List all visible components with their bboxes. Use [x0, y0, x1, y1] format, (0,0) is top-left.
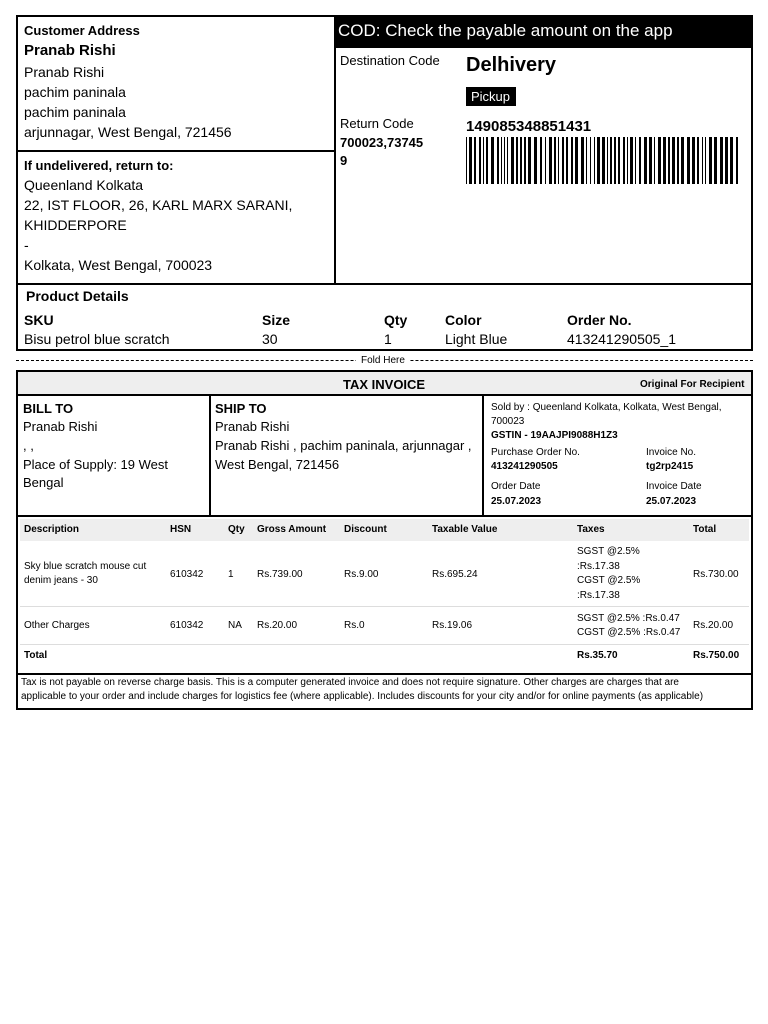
barcode-bar	[607, 137, 608, 184]
customer-address-line: pachim paninala	[24, 84, 126, 100]
cod-banner-text: COD: Check the payable amount on the app	[338, 21, 673, 40]
product-qty: 1	[384, 331, 392, 347]
barcode-bar	[618, 137, 620, 184]
invoice-note-cont: applicable to your order and include charges for logistics fee (where applicable). Includes discounts for your city and/or for online payments (as applicable)	[21, 691, 704, 702]
barcode-bar	[590, 137, 591, 184]
courier-name: Delhivery	[466, 54, 557, 76]
gstin: GSTIN - 19AAJPI9088H1Z3	[491, 430, 618, 441]
customer-address-line: Pranab Rishi	[24, 64, 105, 80]
barcode-bar	[672, 137, 675, 184]
return-code-value-cont: 9	[340, 153, 348, 168]
barcode-bar	[627, 137, 628, 184]
invoice-note: Tax is not payable on reverse charge basis. This is a computer generated invoice and does not require signature. Other charges are charges that are	[21, 677, 679, 688]
barcode-bar	[520, 137, 522, 184]
product-details-heading: Product Details	[26, 288, 129, 304]
ship-to-line: Pranab Rishi	[215, 419, 290, 434]
col-hsn: HSN	[170, 524, 192, 535]
item-description-cont: denim jeans - 30	[24, 575, 98, 586]
item-tax: :Rs.17.38	[577, 590, 620, 601]
barcode-bar	[654, 137, 655, 184]
barcode-bar	[730, 137, 733, 184]
product-color: Light Blue	[445, 331, 508, 347]
note-divider	[18, 673, 751, 675]
customer-address-line: pachim paninala	[24, 104, 126, 120]
barcode-bar	[668, 137, 670, 184]
awb-number: 149085348851431	[466, 118, 592, 135]
col-discount: Discount	[344, 524, 387, 535]
divider	[482, 396, 484, 517]
product-header-color: Color	[445, 312, 482, 328]
barcode-bar	[540, 137, 542, 184]
item-discount: Rs.9.00	[344, 569, 379, 580]
ship-to-line: West Bengal, 721456	[215, 457, 340, 472]
barcode-bar	[649, 137, 652, 184]
barcode-bar	[571, 137, 573, 184]
total-amount: Rs.750.00	[693, 650, 740, 661]
item-tax: CGST @2.5% :Rs.0.47	[577, 627, 681, 638]
barcode-bar	[474, 137, 476, 184]
barcode-bar	[581, 137, 584, 184]
col-taxable: Taxable Value	[432, 524, 498, 535]
barcode-bar	[504, 137, 505, 184]
item-hsn: 610342	[170, 620, 204, 631]
barcode-bar	[497, 137, 499, 184]
barcode-bar	[479, 137, 481, 184]
item-tax: :Rs.17.38	[577, 561, 620, 572]
barcode-bar	[663, 137, 666, 184]
item-gross: Rs.20.00	[257, 620, 298, 631]
invoice-no-value: tg2rp2415	[646, 461, 694, 472]
item-taxable: Rs.19.06	[432, 620, 473, 631]
order-date-value: 25.07.2023	[491, 496, 542, 507]
item-qty: NA	[228, 620, 242, 631]
col-total: Total	[693, 524, 717, 535]
col-qty: Qty	[228, 524, 245, 535]
item-description: Other Charges	[24, 620, 90, 631]
ship-to-heading: SHIP TO	[215, 401, 267, 416]
barcode-bar	[483, 137, 484, 184]
invoice-no-label: Invoice No.	[646, 447, 697, 458]
product-header-sku: SKU	[24, 312, 54, 328]
barcode-bar	[511, 137, 514, 184]
barcode-bar	[501, 137, 502, 184]
barcode-bar	[692, 137, 695, 184]
barcode-bar	[644, 137, 647, 184]
barcode-bar	[677, 137, 679, 184]
col-description: Description	[24, 524, 80, 535]
col-gross: Gross Amount	[257, 524, 327, 535]
invoice-date-value: 25.07.2023	[646, 496, 697, 507]
barcode-bar	[736, 137, 738, 184]
item-description: Sky blue scratch mouse cut	[24, 561, 147, 572]
return-address-heading: If undelivered, return to:	[24, 158, 174, 173]
purchase-order-value: 413241290505	[491, 461, 558, 472]
product-header-size: Size	[262, 312, 291, 328]
barcode-bar	[635, 137, 636, 184]
item-discount: Rs.0	[344, 620, 365, 631]
row-divider	[20, 644, 749, 645]
barcode-bar	[639, 137, 641, 184]
barcode-bar	[545, 137, 546, 184]
total-taxes: Rs.35.70	[577, 650, 618, 661]
bill-to-line: Pranab Rishi	[23, 419, 98, 434]
customer-address-line: arjunnagar, West Bengal, 721456	[24, 124, 232, 140]
barcode-bar	[681, 137, 684, 184]
bill-to-line: Place of Supply: 19 West	[23, 457, 169, 472]
barcode-bar	[687, 137, 690, 184]
barcode-bar	[630, 137, 633, 184]
customer-name: Pranab Rishi	[24, 42, 116, 59]
barcode-bar	[594, 137, 595, 184]
barcode-bar	[623, 137, 625, 184]
product-header-order: Order No.	[567, 312, 632, 328]
barcode-bar	[597, 137, 600, 184]
destination-code-label: Destination Code	[340, 53, 440, 68]
product-header-qty: Qty	[384, 312, 408, 328]
customer-address-heading: Customer Address	[24, 23, 140, 38]
barcode	[466, 137, 740, 184]
fold-here-label: Fold Here	[356, 355, 410, 366]
return-address-line: KHIDDERPORE	[24, 217, 127, 233]
return-address-line: -	[24, 237, 29, 253]
order-date-label: Order Date	[491, 481, 541, 492]
barcode-bar	[558, 137, 559, 184]
divider	[209, 396, 211, 517]
barcode-bar	[566, 137, 568, 184]
item-qty: 1	[228, 569, 234, 580]
sold-by-pincode: 700023	[491, 416, 525, 427]
item-tax: SGST @2.5%	[577, 546, 640, 557]
barcode-bar	[586, 137, 587, 184]
return-address-line: Queenland Kolkata	[24, 177, 144, 193]
barcode-bar	[658, 137, 661, 184]
return-code-label: Return Code	[340, 116, 414, 131]
return-address-line: Kolkata, West Bengal, 700023	[24, 257, 213, 273]
barcode-bar	[524, 137, 526, 184]
invoice-date-label: Invoice Date	[646, 481, 702, 492]
invoice-title: TAX INVOICE	[343, 377, 426, 392]
product-sku: Bisu petrol blue scratch	[24, 331, 170, 347]
bill-to-heading: BILL TO	[23, 401, 74, 416]
item-total: Rs.730.00	[693, 569, 739, 580]
barcode-bar	[528, 137, 531, 184]
barcode-bar	[697, 137, 699, 184]
original-for-recipient: Original For Recipient	[640, 379, 745, 390]
barcode-bar	[562, 137, 564, 184]
barcode-bar	[614, 137, 616, 184]
barcode-bar	[554, 137, 556, 184]
barcode-bar	[549, 137, 552, 184]
bill-to-line: , ,	[23, 438, 34, 453]
bill-to-line: Bengal	[23, 475, 64, 490]
barcode-bar	[491, 137, 494, 184]
col-taxes: Taxes	[577, 524, 605, 535]
barcode-bar	[507, 137, 508, 184]
item-gross: Rs.739.00	[257, 569, 303, 580]
ship-to-line: Pranab Rishi , pachim paninala, arjunnagar ,	[215, 438, 472, 453]
item-tax: SGST @2.5% :Rs.0.47	[577, 613, 680, 624]
row-divider	[20, 606, 749, 607]
barcode-bar	[702, 137, 703, 184]
barcode-bar	[466, 137, 467, 184]
barcode-bar	[725, 137, 728, 184]
barcode-bar	[709, 137, 712, 184]
barcode-bar	[516, 137, 518, 184]
return-code-value: 700023,73745	[340, 135, 424, 150]
barcode-bar	[610, 137, 612, 184]
sold-by: Sold by : Queenland Kolkata, Kolkata, West Bengal,	[491, 402, 722, 413]
barcode-bar	[534, 137, 537, 184]
item-hsn: 610342	[170, 569, 204, 580]
barcode-bar	[486, 137, 488, 184]
barcode-bar	[469, 137, 472, 184]
barcode-bar	[575, 137, 578, 184]
return-address-line: 22, IST FLOOR, 26, KARL MARX SARANI,	[24, 197, 293, 213]
barcode-bar	[714, 137, 717, 184]
product-order-no: 413241290505_1	[567, 331, 677, 347]
purchase-order-label: Purchase Order No.	[491, 447, 580, 458]
total-label: Total	[24, 650, 48, 661]
item-taxable: Rs.695.24	[432, 569, 478, 580]
barcode-bar	[720, 137, 723, 184]
item-tax: CGST @2.5%	[577, 575, 641, 586]
barcode-bar	[602, 137, 605, 184]
item-total: Rs.20.00	[693, 620, 734, 631]
product-size: 30	[262, 331, 278, 347]
barcode-bar	[705, 137, 706, 184]
pickup-badge-label: Pickup	[471, 89, 511, 104]
